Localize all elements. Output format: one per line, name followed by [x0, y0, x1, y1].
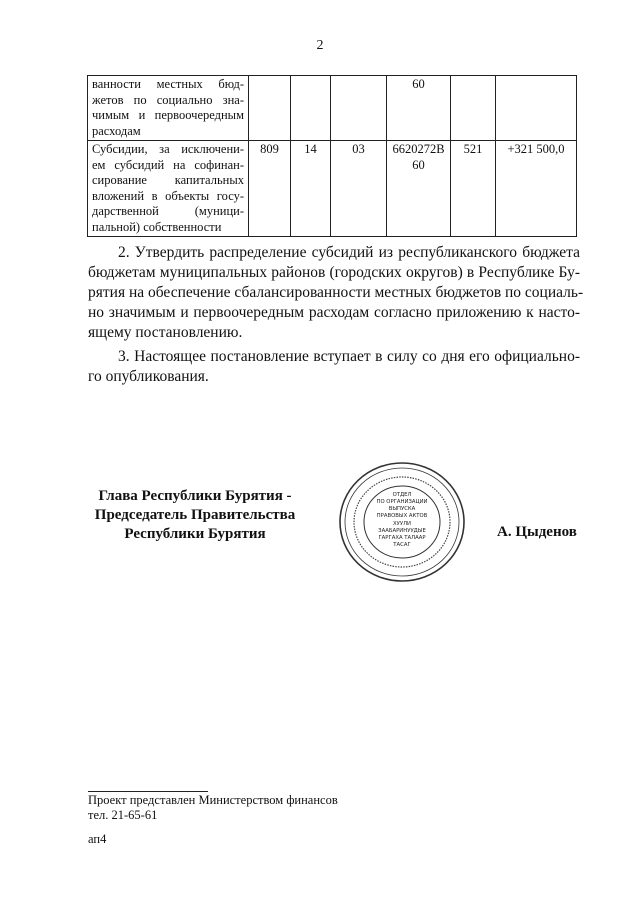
paragraph-line: рятия на обеспечение сбалансированности местных бюджетов по социаль- — [88, 284, 584, 301]
paragraph-line: но значимым и первоочередным расходам согласно приложению к насто- — [88, 304, 580, 321]
seal-text-line: ГАРГАХА ТАЛААР — [378, 535, 426, 541]
cell-line: дарственной (муници- — [92, 204, 244, 218]
table-cell-name — [88, 76, 249, 141]
table-cell-section: 14 — [291, 141, 331, 237]
cell-line: жетов по социально зна- — [92, 92, 244, 107]
footnote-line: Проект представлен Министерством финансов — [88, 793, 338, 807]
cell-line: пальной) собственности — [92, 219, 222, 234]
paragraph-line: ящему постановлению. — [88, 324, 243, 341]
table-cell-expense-type: 521 — [451, 141, 496, 237]
cell-line: 60 — [412, 77, 425, 91]
cell-line: 60 — [412, 157, 425, 172]
cell-line: расходам — [92, 123, 141, 138]
official-seal — [337, 460, 467, 585]
footnote-line: тел. 21-65-61 — [88, 808, 158, 822]
cell-line: Субсидии, за исключени- — [92, 142, 244, 156]
paragraph-line: го опубликования. — [88, 368, 209, 385]
paragraph-line: 2. Утвердить распределение субсидий из республиканского бюджета — [118, 244, 580, 261]
table-cell-target — [387, 141, 451, 237]
footnote-divider — [88, 791, 208, 792]
signer-name: А. Цыденов — [497, 524, 577, 540]
table-cell-ministry — [249, 76, 291, 141]
table-row — [88, 76, 577, 141]
seal-text-line: ПРАВОВЫХ АКТОВ — [376, 513, 428, 519]
cell-line: вложений в объекты госу- — [92, 188, 244, 203]
page-number: 2 — [316, 38, 324, 53]
table-cell-subsection: 03 — [331, 141, 387, 237]
seal-text-line: ХУУЛИ — [392, 521, 412, 527]
table-cell-amount: +321 500,0 — [496, 141, 577, 237]
paragraph-line: бюджетам муниципальных районов (городских округов) в Республике Бу- — [88, 264, 580, 281]
cell-line: чимым и первоочередным — [92, 108, 244, 122]
table-cell-name — [88, 141, 249, 237]
cell-line: 6620272В — [392, 142, 445, 156]
seal-text-line: ЗААБАРИНУУДЫЕ — [378, 528, 426, 534]
budget-table — [87, 75, 577, 237]
table-cell-subsection — [331, 76, 387, 141]
paragraph-2 — [88, 243, 584, 343]
cell-line: ванности местных бюд- — [92, 77, 244, 91]
paragraph-line: 3. Настоящее постановление вступает в силу со дня его официально- — [118, 348, 580, 365]
seal-text-line: ВЫПУСКА — [388, 506, 416, 512]
table-cell-ministry: 809 — [249, 141, 291, 237]
paragraph-3 — [88, 347, 580, 387]
signer-title-line: Глава Республики Бурятия - — [98, 488, 292, 504]
table-cell-expense-type — [451, 76, 496, 141]
signer-title-line: Республики Бурятия — [124, 526, 266, 542]
table-cell-section — [291, 76, 331, 141]
footnote — [88, 793, 338, 823]
signer-title — [90, 487, 300, 544]
cell-line: ем субсидий на софинан- — [92, 157, 244, 172]
seal-text-line: ОТДЕЛ — [392, 492, 412, 498]
cell-line: сирование капитальных — [92, 173, 244, 187]
seal-text-line: ТАСАГ — [393, 542, 411, 548]
table-cell-amount — [496, 76, 577, 141]
document-code: ап4 — [88, 832, 107, 846]
seal-text-line: ПО ОРГАНИЗАЦИИ — [376, 499, 428, 505]
table-cell-target — [387, 76, 451, 141]
signer-title-line: Председатель Правительства — [94, 507, 296, 523]
table-row — [88, 141, 577, 237]
